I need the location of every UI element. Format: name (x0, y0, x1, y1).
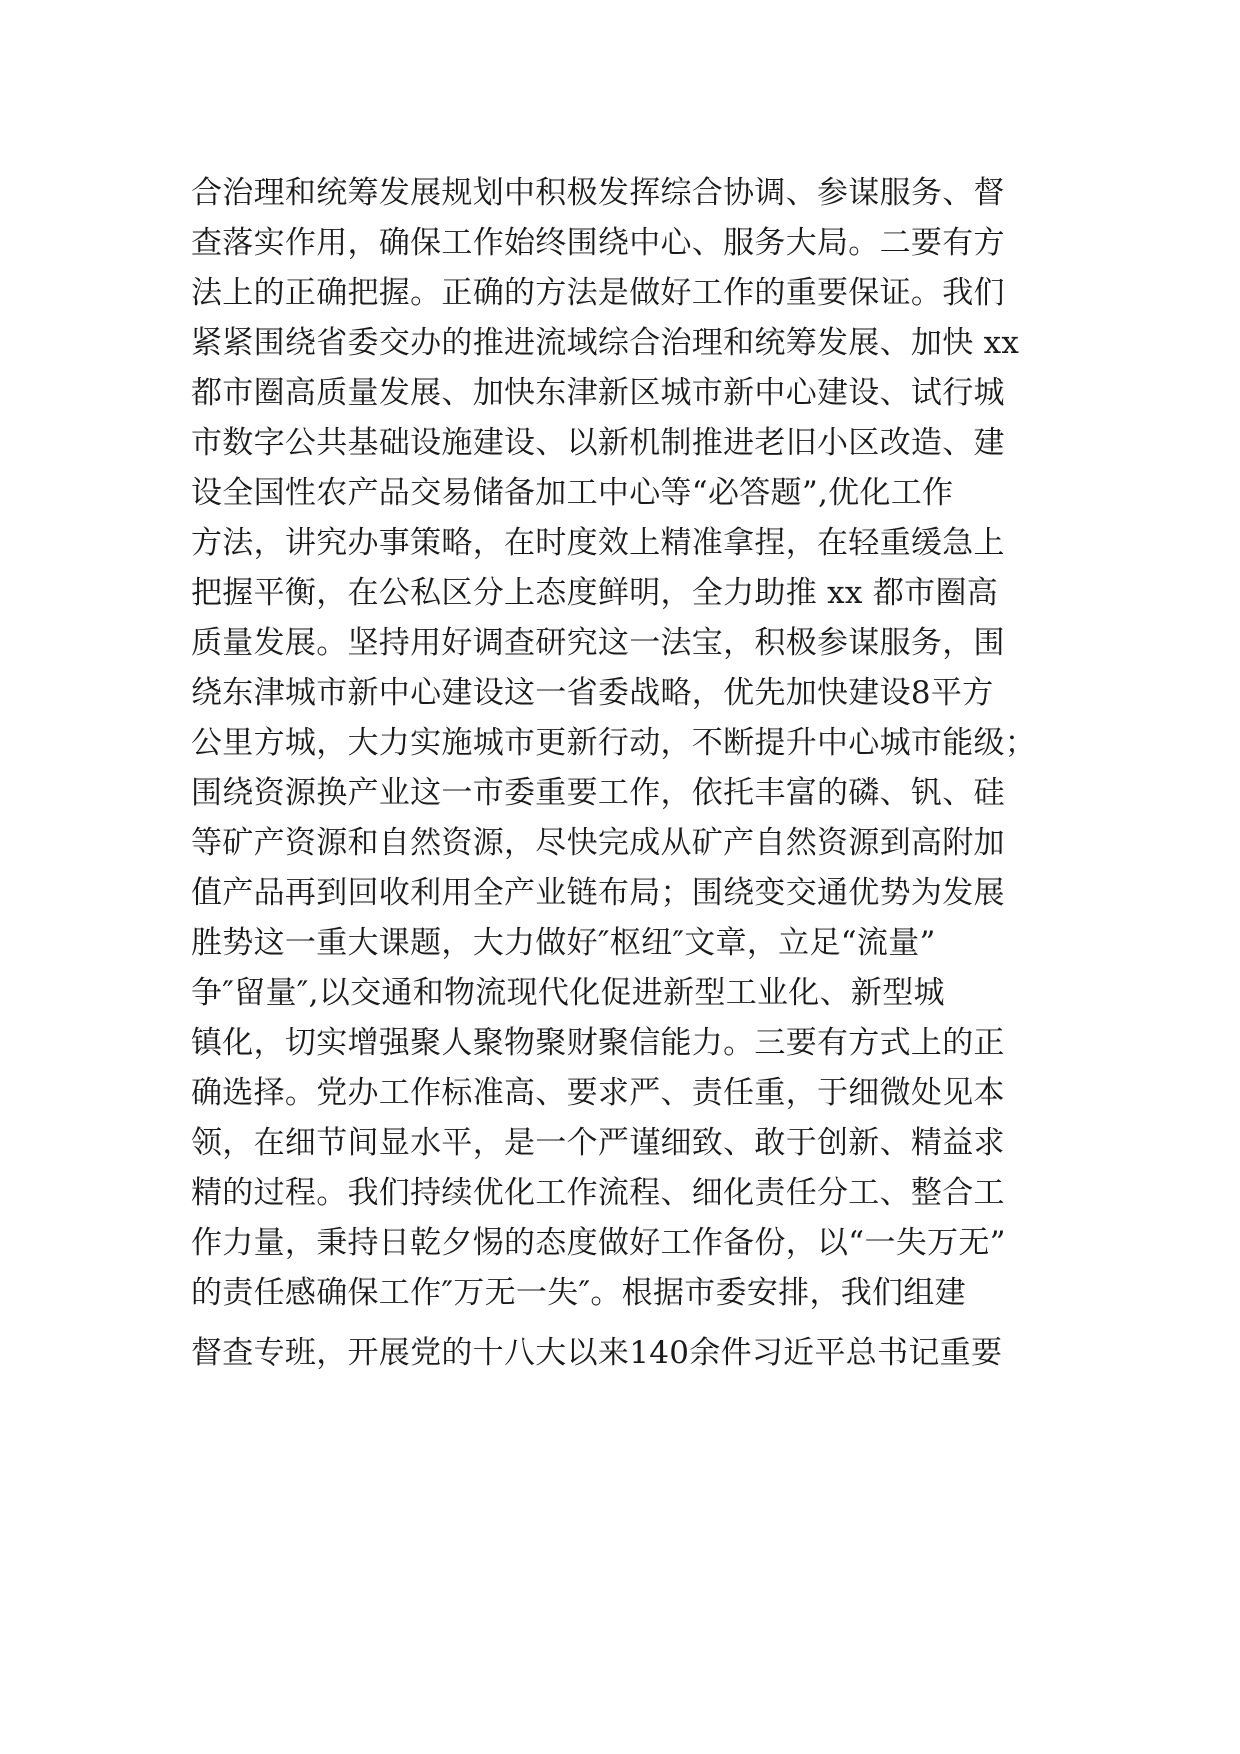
text-line: 作力量，秉持日乾夕惕的态度做好工作备份，以“一失万无” (191, 1225, 1006, 1261)
text-line: 法上的正确把握。正确的方法是做好工作的重要保证。我们 (191, 275, 1005, 311)
text-line: 都市圈高质量发展、加快东津新区城市新中心建设、试行城 (191, 375, 1005, 411)
text-line: 精的过程。我们持续优化工作流程、细化责任分工、整合工 (191, 1175, 1005, 1211)
text-line: 质量发展。坚持用好调查研究这一法宝，积极参谋服务，围 (191, 625, 1005, 661)
text-line: 领，在细节间显水平，是一个严谨细致、敢于创新、精益求 (191, 1125, 1005, 1161)
text-line: 镇化，切实增强聚人聚物聚财聚信能力。三要有方式上的正 (191, 1025, 1005, 1061)
text-line: 的责任感确保工作″万无一失″。根据市委安排，我们组建 (191, 1275, 966, 1311)
text-line: 督查专班，开展党的十八大以来140余件习近平总书记重要 (191, 1335, 1003, 1371)
text-line: 查落实作用，确保工作始终围绕中心、服务大局。二要有方 (191, 225, 1005, 261)
text-line: 市数字公共基础设施建设、以新机制推进老旧小区改造、建 (191, 425, 1005, 461)
text-line: 设全国性农产品交易储备加工中心等“必答题”,优化工作 (191, 475, 954, 511)
text-line: 紧紧围绕省委交办的推进流域综合治理和统筹发展、加快 xx (191, 325, 1020, 361)
text-line: 等矿产资源和自然资源，尽快完成从矿产自然资源到高附加 (191, 825, 1005, 861)
text-line: 胜势这一重大课题，大力做好″枢纽″文章，立足“流量” (191, 925, 936, 961)
text-line: 绕东津城市新中心建设这一省委战略，优先加快建设8平方 (191, 675, 994, 711)
text-line: 方法，讲究办事策略，在时度效上精准拿捏，在轻重缓急上 (191, 525, 1005, 561)
text-line: 值产品再到回收利用全产业链布局；围绕变交通优势为发展 (191, 875, 1005, 911)
text-line: 公里方城，大力实施城市更新行动，不断提升中心城市能级； (191, 725, 1037, 761)
body-paragraph (191, 168, 1071, 1378)
text-line: 确选择。党办工作标准高、要求严、责任重，于细微处见本 (191, 1075, 1005, 1111)
text-line: 围绕资源换产业这一市委重要工作，依托丰富的磷、钒、硅 (191, 775, 1005, 811)
text-line: 争″留量″,以交通和物流现代化促进新型工业化、新型城 (191, 975, 945, 1011)
text-line: 合治理和统筹发展规划中积极发挥综合协调、参谋服务、督 (191, 175, 1005, 211)
text-line: 把握平衡，在公私区分上态度鲜明，全力助推 xx 都市圈高 (191, 575, 999, 611)
